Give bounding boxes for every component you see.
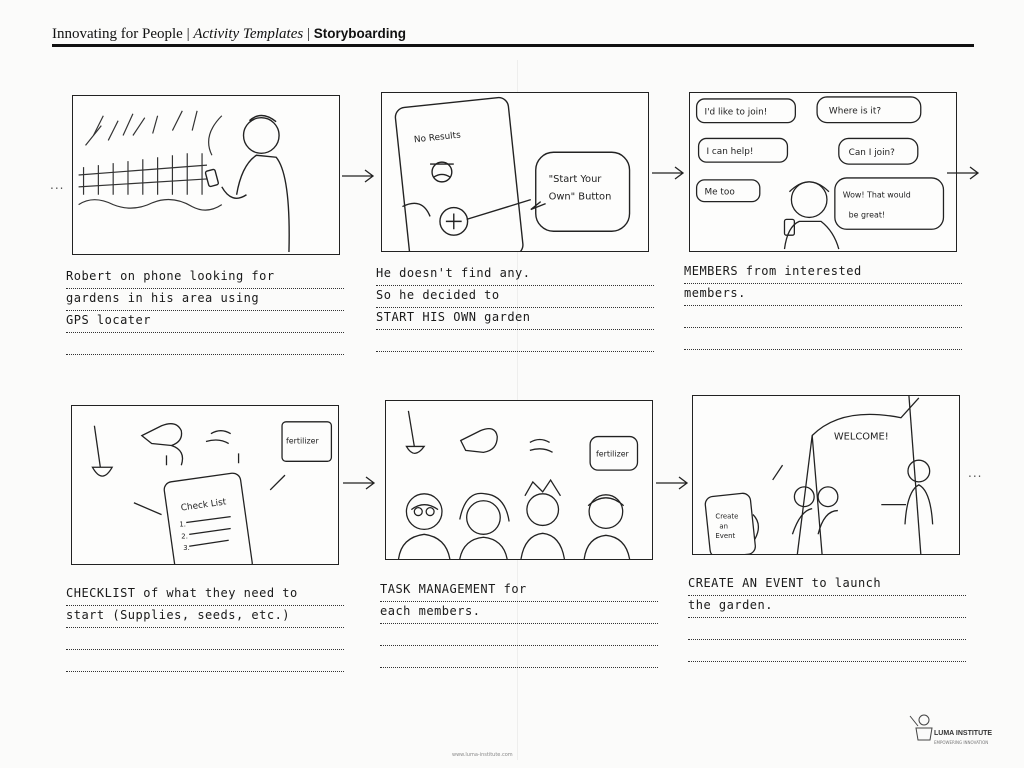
sketch-members [690, 93, 956, 251]
caption-line: He doesn't find any. [376, 264, 654, 286]
sketch-task-management [386, 401, 652, 559]
arrow-right-icon [655, 475, 689, 491]
storyboard-panel-4 [71, 405, 339, 565]
caption-line [684, 306, 962, 328]
storyboard-panel-3 [689, 92, 957, 252]
caption-line: the garden. [688, 596, 966, 618]
caption-line: members. [684, 284, 962, 306]
caption-lines-5 [380, 580, 658, 668]
sketch-label-item-1: 1. [179, 520, 186, 529]
caption-line: Robert on phone looking for [66, 267, 344, 289]
bubble-like-to-join: I'd like to join! [704, 107, 768, 118]
storyboard-panel-6 [692, 395, 960, 555]
arrow-right-icon [946, 165, 980, 181]
storyboard-panel-2 [381, 92, 649, 252]
sketch-label-an: an [719, 522, 728, 531]
sketch-label-event: Event [715, 532, 736, 541]
arrow-right-icon [341, 168, 375, 184]
caption-line: each members. [380, 602, 658, 624]
trailing-dots: ... [968, 466, 983, 480]
header-separator: | [186, 26, 190, 42]
sketch-robert-phone [73, 96, 339, 254]
bubble-me-too: Me too [704, 187, 735, 198]
caption-line: So he decided to [376, 286, 654, 308]
header-rule [52, 44, 974, 47]
sketch-label-welcome: WELCOME! [833, 431, 889, 443]
caption-line [376, 330, 654, 352]
sketch-label-item-2: 2. [181, 532, 188, 541]
storyboard-panel-1 [72, 95, 340, 255]
bubble-can-i-join: Can I join? [848, 148, 895, 159]
caption-line [380, 646, 658, 668]
caption-line [66, 650, 344, 672]
header-program: Innovating for People [52, 26, 183, 42]
sketch-label-no-results: No Results [413, 130, 462, 146]
header-separator: | [306, 26, 310, 42]
caption-line: START HIS OWN garden [376, 308, 654, 330]
caption-line: TASK MANAGEMENT for [380, 580, 658, 602]
arrow-right-icon [651, 165, 685, 181]
bubble-wow: Wow! That would [842, 190, 911, 200]
bubble-i-can-help: I can help! [706, 147, 754, 158]
sketch-label-fertilizer: fertilizer [596, 449, 629, 459]
arrow-right-icon [342, 475, 376, 491]
caption-line [66, 628, 344, 650]
sketch-no-results [382, 93, 648, 251]
caption-line: CHECKLIST of what they need to [66, 584, 344, 606]
caption-line [380, 624, 658, 646]
caption-lines-4 [66, 584, 344, 672]
caption-line [684, 328, 962, 350]
luma-logo-text: LUMA INSTITUTE [934, 730, 993, 737]
sketch-label-fertilizer: fertilizer [285, 436, 319, 446]
sketch-label-start-your: "Start Your [548, 173, 602, 185]
caption-line [688, 618, 966, 640]
caption-line: CREATE AN EVENT to launch [688, 574, 966, 596]
caption-line: GPS locater [66, 311, 344, 333]
sketch-label-create: Create [715, 512, 739, 521]
caption-lines-3 [684, 262, 962, 350]
caption-lines-2 [376, 264, 654, 352]
caption-lines-1 [66, 267, 344, 355]
sketch-checklist [72, 406, 338, 564]
luma-logo-subtitle: EMPOWERING INNOVATION [934, 740, 989, 745]
sketch-label-item-3: 3. [183, 544, 190, 553]
caption-line [688, 640, 966, 662]
caption-line: start (Supplies, seeds, etc.) [66, 606, 344, 628]
bubble-be-great: be great! [848, 210, 886, 220]
sketch-create-event [693, 396, 959, 554]
caption-lines-6 [688, 574, 966, 662]
header-section: Activity Templates [193, 26, 304, 42]
caption-line: MEMBERS from interested [684, 262, 962, 284]
bubble-where-is-it: Where is it? [828, 106, 882, 117]
leading-dots: ... [50, 178, 65, 192]
sketch-label-checklist: Check List [180, 497, 227, 514]
sketch-label-own-button: Own" Button [548, 191, 612, 203]
header-title: Storyboarding [313, 26, 407, 41]
storyboard-panel-5 [385, 400, 653, 560]
caption-line [66, 333, 344, 355]
caption-line: gardens in his area using [66, 289, 344, 311]
footer-url: www.luma-institute.com [452, 752, 513, 758]
